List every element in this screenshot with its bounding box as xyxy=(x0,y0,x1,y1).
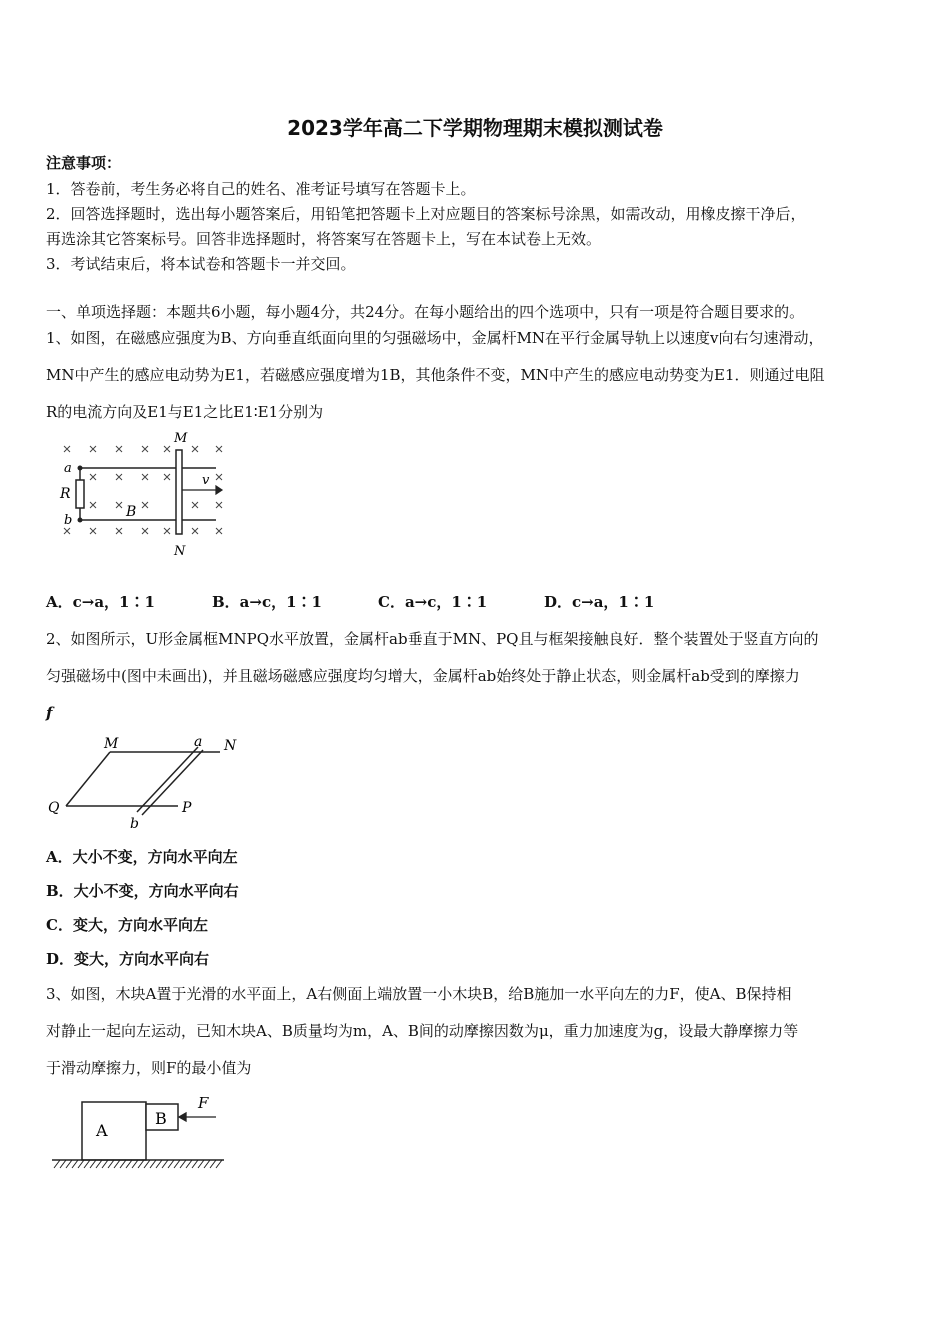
label-v: v xyxy=(202,473,210,488)
q1-stem-line: R的电流方向及E1与E1之比E1∶E1分别为 xyxy=(46,403,324,421)
q3-stem-line: 3、如图，木块A置于光滑的水平面上，A右侧面上端放置一小木块B，给B施加一水平向左的力F，使A、B保持相 xyxy=(46,985,792,1003)
q2-option-d[interactable]: D．变大，方向水平向右 xyxy=(46,950,210,968)
q1-figure xyxy=(56,428,236,560)
notes-item: 再选涂其它答案标号。回答非选择题时，将答案写在答题卡上，写在本试卷上无效。 xyxy=(46,230,602,248)
terminal-b xyxy=(78,518,83,523)
block-a xyxy=(82,1102,146,1160)
label-a: a xyxy=(194,734,203,750)
label-b: b xyxy=(130,816,139,832)
q1-options xyxy=(46,591,710,612)
label-a: a xyxy=(64,461,72,476)
terminal-a xyxy=(78,466,83,471)
rails xyxy=(80,468,216,520)
notes-item: 2．回答选择题时，选出每小题答案后，用铅笔把答题卡上对应题目的答案标号涂黑，如需改动，用橡皮擦干净后， xyxy=(46,205,806,223)
label-a: A xyxy=(96,1121,108,1140)
resistor xyxy=(76,480,84,508)
label-n: N xyxy=(224,738,237,754)
metal-rod xyxy=(176,450,182,534)
page-title: 2023学年高二下学期物理期末模拟测试卷 xyxy=(287,116,663,140)
q2-option-b[interactable]: B．大小不变，方向水平向右 xyxy=(46,882,239,900)
label-field-b: B xyxy=(126,504,137,520)
q2-stem-line: 匀强磁场中(图中未画出)，并且磁场磁感应强度均匀增大，金属杆ab始终处于静止状态，则金属杆ab受到的摩擦力 xyxy=(46,667,800,685)
label-b: b xyxy=(64,513,73,528)
label-n: N xyxy=(174,544,186,559)
q1-option-c[interactable]: C．a→c，1∶1 xyxy=(378,593,488,611)
label-b: B xyxy=(155,1109,167,1128)
q3-stem-line: 对静止一起向左运动，已知木块A、B质量均为m，A、B间的动摩擦因数为μ，重力加速度为g，设最大静摩擦力等 xyxy=(46,1022,799,1040)
q3-stem-line: 于滑动摩擦力，则F的最小值为 xyxy=(46,1059,252,1077)
q3-figure xyxy=(46,1090,232,1174)
label-m: M xyxy=(174,431,188,446)
ground-hatch xyxy=(54,1160,222,1168)
label-q: Q xyxy=(48,800,60,816)
q2-option-c[interactable]: C．变大，方向水平向左 xyxy=(46,916,208,934)
q1-option-a[interactable]: A．c→a，1∶1 xyxy=(46,593,155,611)
frame-mq xyxy=(66,752,110,806)
q1-stem-line: MN中产生的感应电动势为E1，若磁感应强度增为1B，其他条件不变，MN中产生的感应电动势变为E1．则通过电阻 xyxy=(46,366,825,384)
notes-item: 3．考试结束后，将本试卷和答题卡一并交回。 xyxy=(46,255,356,273)
q2-stem-line: 2、如图所示，U形金属框MNPQ水平放置，金属杆ab垂直于MN、PQ且与框架接触良好．整个装置处于竖直方向的 xyxy=(46,630,819,648)
force-arrow xyxy=(179,1113,216,1121)
q2-option-a[interactable]: A．大小不变，方向水平向左 xyxy=(46,848,238,866)
section-heading: 一、单项选择题：本题共6小题，每小题4分，共24分。在每小题给出的四个选项中，只有一项是符合题目要求的。 xyxy=(46,303,805,321)
q2-stem-line: f xyxy=(46,704,53,722)
q1-option-d[interactable]: D．c→a，1∶1 xyxy=(544,593,655,611)
q1-option-b[interactable]: B．a→c，1∶1 xyxy=(212,593,322,611)
notes-item: 1．答卷前，考生务必将自己的姓名、准考证号填写在答题卡上。 xyxy=(46,180,476,198)
label-f: F xyxy=(198,1094,209,1112)
rod-ab xyxy=(137,747,203,815)
q2-figure xyxy=(44,732,254,832)
label-m: M xyxy=(104,736,119,752)
q1-stem-line: 1、如图，在磁感应强度为B、方向垂直纸面向里的匀强磁场中，金属杆MN在平行金属导轨上以速度v向右匀速滑动， xyxy=(46,329,824,347)
label-p: P xyxy=(182,800,192,816)
label-r: R xyxy=(60,486,71,502)
notes-heading: 注意事项： xyxy=(46,154,122,172)
